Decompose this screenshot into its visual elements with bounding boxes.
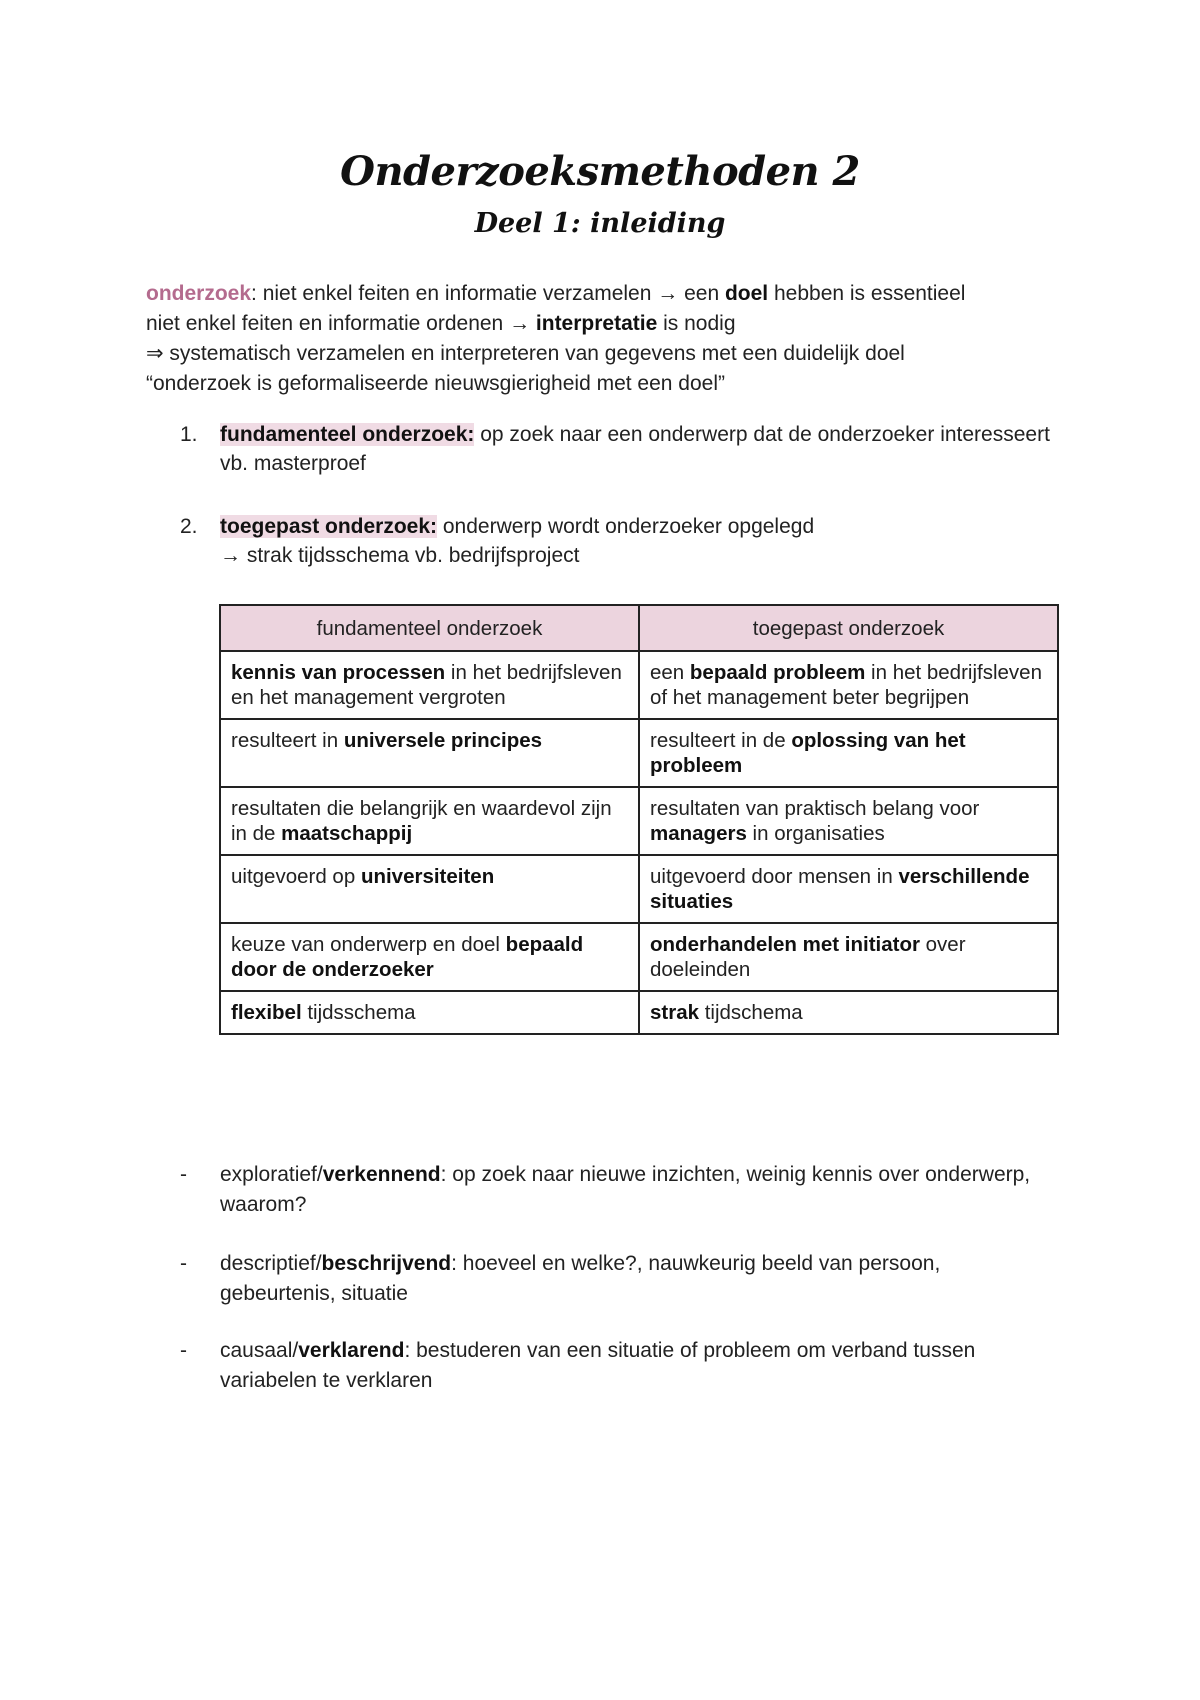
bullet-body	[220, 1249, 1060, 1309]
item-number: 2.	[180, 515, 198, 538]
table-cell	[639, 855, 1058, 923]
table-row	[220, 787, 1058, 855]
bullet-body	[220, 1336, 1060, 1396]
item-text-2: → strak tijdsschema vb. bedrijfsproject	[220, 544, 580, 567]
intro-quote: “onderzoek is geformaliseerde nieuwsgierigheid met een doel”	[146, 372, 725, 395]
intro-line-2	[146, 309, 1066, 339]
bullet-text: : bestuderen van een situatie of probleem om verband tussen variabelen te verklaren	[220, 1339, 976, 1392]
cell-text: tijdschema	[699, 1001, 803, 1024]
numbered-item-toegepast	[180, 512, 1060, 570]
table-cell	[639, 923, 1058, 991]
cell-text: over doeleinden	[650, 933, 966, 981]
table-cell	[220, 787, 639, 855]
cell-text: resulteert in	[231, 729, 344, 752]
item-body	[220, 420, 1060, 478]
bullet-text: : hoeveel en welke?, nauwkeurig beeld van persoon, gebeurtenis, situatie	[220, 1252, 941, 1305]
bullet-text: descriptief/	[220, 1252, 322, 1275]
intro-text: niet enkel feiten en informatie ordenen →	[146, 312, 536, 335]
column-header: toegepast onderzoek	[639, 605, 1058, 651]
bullet-body	[220, 1160, 1060, 1220]
cell-bold-text: managers	[650, 822, 747, 845]
cell-bold-text: bepaald probleem	[689, 661, 866, 684]
item-body	[220, 512, 1060, 570]
table-cell	[639, 719, 1058, 787]
cell-bold-text: kennis van processen	[231, 661, 446, 684]
cell-text: in organisaties	[746, 822, 885, 845]
table-row	[220, 991, 1058, 1034]
item-number: 1.	[180, 423, 198, 446]
table-row	[220, 719, 1058, 787]
cell-bold-text: universiteiten	[360, 865, 495, 888]
cell-bold-text: oplossing van het probleem	[650, 729, 966, 777]
column-header: fundamenteel onderzoek	[220, 605, 639, 651]
intro-definition	[146, 279, 1066, 399]
term-onderzoek: onderzoek	[146, 282, 252, 305]
intro-line-3: ⇒ systematisch verzamelen en interpreteren van gegevens met een duidelijk doel	[146, 342, 905, 365]
intro-line-1	[146, 279, 1066, 309]
cell-text: in het bedrijfsleven en het management vergroten	[231, 661, 622, 709]
table-cell	[639, 651, 1058, 719]
bullet-bold: verklarend	[298, 1339, 405, 1362]
table-header-row	[220, 605, 1058, 651]
cell-text: uitgevoerd op	[231, 865, 361, 888]
table-cell	[220, 855, 639, 923]
intro-text: hebben is essentieel	[768, 282, 966, 305]
cell-bold-text: strak	[650, 1001, 700, 1024]
cell-text: resultaten die belangrijk en waardevol zijn in de	[231, 797, 612, 845]
table-row	[220, 855, 1058, 923]
intro-text: : niet enkel feiten en informatie verzamelen → een	[251, 282, 725, 305]
cell-text: in het bedrijfsleven of het management beter begrijpen	[650, 661, 1042, 709]
bullet-bold: beschrijvend	[321, 1252, 452, 1275]
item-text: op zoek naar een onderwerp dat de onderzoeker interesseert vb. masterproef	[220, 423, 1050, 475]
item-label: fundamenteel onderzoek:	[220, 423, 475, 446]
bullet-bold: verkennend	[322, 1163, 441, 1186]
intro-text: is nodig	[657, 312, 736, 335]
cell-text: resulteert in de	[650, 729, 792, 752]
cell-bold-text: onderhandelen met initiator	[650, 933, 920, 956]
table-cell	[639, 787, 1058, 855]
comparison-table	[219, 604, 1059, 1035]
table-cell	[220, 923, 639, 991]
cell-bold-text: flexibel	[231, 1001, 302, 1024]
cell-text: keuze van onderwerp en doel	[231, 933, 506, 956]
item-label: toegepast onderzoek:	[220, 515, 438, 538]
table-cell	[220, 991, 639, 1034]
cell-text: resultaten van praktisch belang voor	[650, 797, 980, 820]
cell-bold-text: maatschappij	[281, 822, 413, 845]
bullet-dash: -	[180, 1339, 187, 1362]
bullet-item-descriptief	[180, 1249, 1060, 1309]
numbered-item-fundamenteel	[180, 420, 1060, 478]
cell-bold-text: bepaald door de onderzoeker	[231, 933, 584, 981]
table-row	[220, 923, 1058, 991]
table-cell	[220, 651, 639, 719]
cell-bold-text: universele principes	[343, 729, 543, 752]
bullet-text: exploratief/	[220, 1163, 323, 1186]
cell-text: een	[650, 661, 690, 684]
page-title: Onderzoeksmethoden 2	[340, 148, 860, 195]
cell-text: uitgevoerd door mensen in	[650, 865, 899, 888]
bullet-item-exploratief	[180, 1160, 1060, 1220]
table-cell	[639, 991, 1058, 1034]
bullet-text: : op zoek naar nieuwe inzichten, weinig kennis over onderwerp, waarom?	[220, 1163, 1031, 1216]
page-subtitle: Deel 1: inleiding	[474, 208, 726, 239]
table-cell	[220, 719, 639, 787]
bullet-dash: -	[180, 1163, 187, 1186]
intro-bold: doel	[724, 282, 769, 305]
bullet-text: causaal/	[220, 1339, 299, 1362]
item-text: onderwerp wordt onderzoeker opgelegd	[437, 515, 815, 538]
intro-bold: interpretatie	[535, 312, 658, 335]
cell-text: tijdsschema	[301, 1001, 416, 1024]
bullet-dash: -	[180, 1252, 187, 1275]
cell-bold-text: verschillende situaties	[650, 865, 1030, 913]
bullet-item-causaal	[180, 1336, 1060, 1396]
table-row	[220, 651, 1058, 719]
